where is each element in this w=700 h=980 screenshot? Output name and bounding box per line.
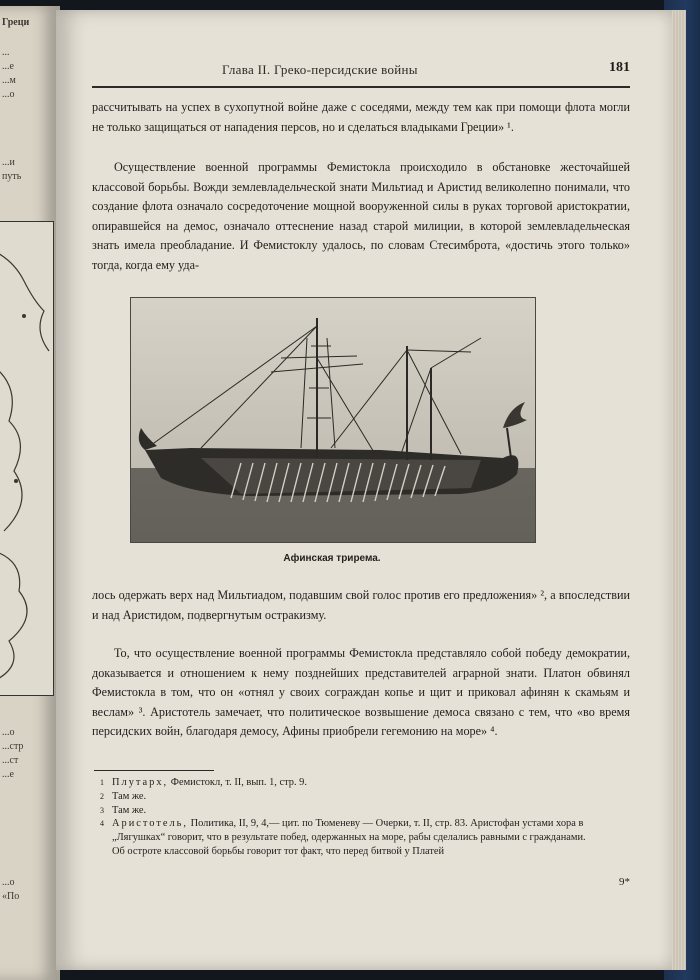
page-number: 181 [609, 60, 630, 75]
printer-signature-mark: 9* [619, 876, 630, 888]
paragraph-3: лось одержать верх над Мильтиадом, подавшим свой голос против его предложения» ², а впоследствии и над Аристидом, подвергнутым остракизму. [92, 588, 630, 622]
left-page-title-fragment: Греци [2, 17, 30, 28]
footnote-3: 3 Там же. [100, 804, 147, 816]
paragraph-1: рассчитывать на успех в сухопутной войне даже с соседями, между тем как при помощи флота могли не только защищаться от нападения персов, но и сделаться владыками Греции» ¹. [92, 100, 630, 134]
footnote-divider [94, 770, 214, 771]
left-page-fragments-lower: ...о ...стр ...ст ...е [2, 727, 24, 780]
figure-caption: Афинская трирема. [283, 553, 381, 564]
footnote-1: 1 Плутарх, Фемистокл, т. II, вып. 1, стр. 9. [100, 777, 307, 788]
footnote-4: 4 Аристотель, Политика, II, 9, 4,— цит. по Тюменеву — Очерки, т. II, стр. 83. Аристофан устами хора в „Лягушках“ говорит, что в результате побед, одержанных на море, рабы сделались равными с гражданами. [100, 818, 586, 844]
left-page-fragments-mid: ...и путь [2, 157, 22, 182]
running-header [92, 54, 630, 88]
footnote-2: 2 Там же. [100, 790, 147, 802]
footnote-continuation: Об остроте классовой борьбы говорит тот факт, что перед битвой у Платей [112, 845, 445, 857]
map-illustration-fragment [0, 221, 54, 696]
left-page-fragments-bottom: ...о «По [2, 877, 20, 902]
left-page-fragments-top: ... ...е ...м ...о [2, 47, 16, 100]
book-page [56, 10, 672, 970]
page-stack-edges [672, 10, 686, 970]
trireme-drawing [131, 298, 535, 542]
paragraph-2: Осуществление военной программы Фемистокла происходило в обстановке жесточайшей классовой борьбы. Вожди землевладельческой знати Мильтиад и Аристид великолепно понимали, что создание флота означало сосредоточение мощной вооруженной силы в руках торговой аристократии, опиравшейся на демос, означало оттеснение назад старой милиции, в которой землевладельческая знать имела преобладание. И Фемистоклу удалось, по словам Стесимброта, «достичь этого только» тогда, когда ему уда- [92, 160, 630, 272]
chapter-title: Глава II. Греко-персидские войны [222, 62, 418, 77]
footnotes [92, 776, 632, 859]
trireme-illustration [130, 297, 536, 543]
left-facing-page [0, 6, 60, 980]
paragraph-4: То, что осуществление военной программы Фемистокла представляло собой победу демократии, доказывается и отношением к нему позднейших представителей аграрной знати. Платон обвинял Фемистокла в том, что он «отнял у своих сограждан копье и щит и приковал афинян к скамьям и веслам» ³. Аристотель замечает, что политическое возвышение демоса связано с тем, что «во время персидских войн, благодаря демосу, Афины приобрели гегемонию на море» ⁴. [92, 646, 630, 739]
